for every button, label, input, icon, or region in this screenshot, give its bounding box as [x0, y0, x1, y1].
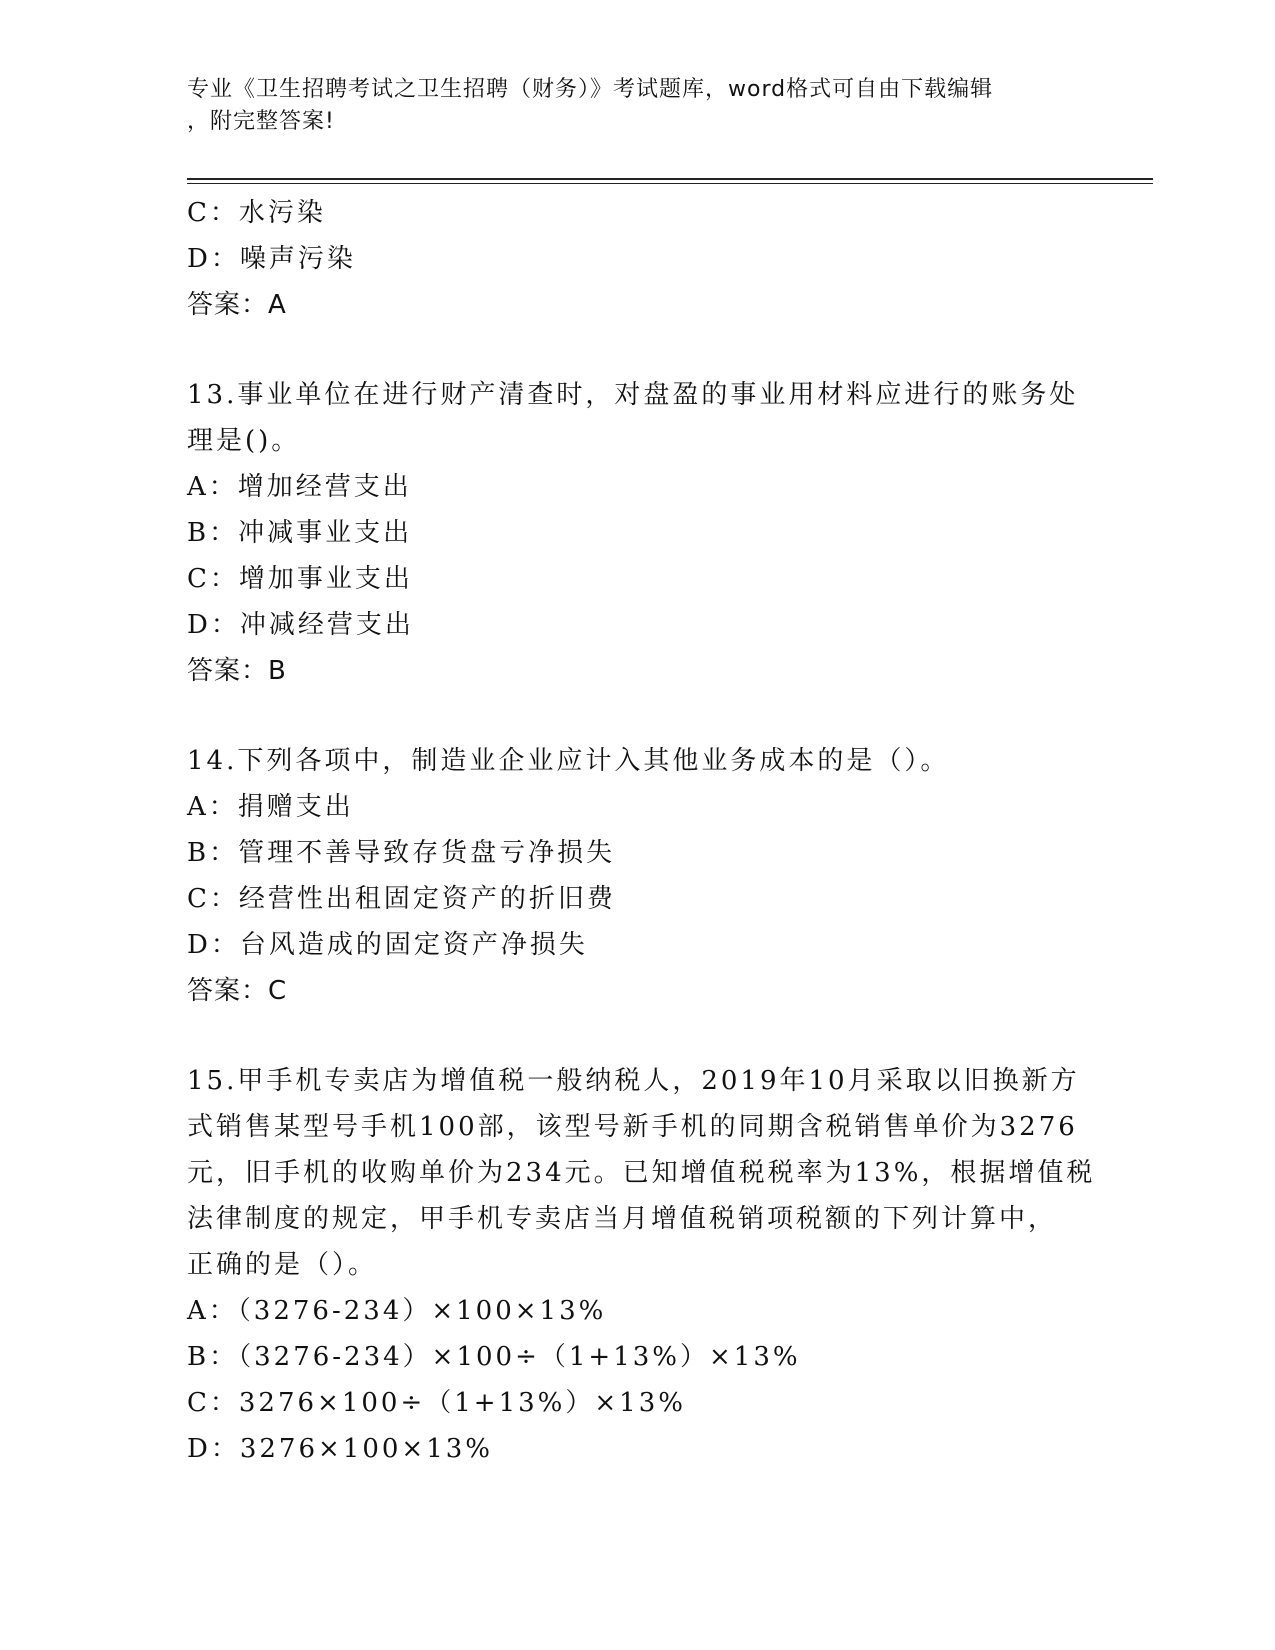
question-stem: 14.下列各项中，制造业企业应计入其他业务成本的是（）。	[187, 746, 950, 776]
option-b: B：冲减事业支出	[187, 518, 413, 548]
option-c: C：水污染	[187, 198, 326, 228]
header-line-2: ，附完整答案!	[187, 109, 335, 134]
document-header	[187, 74, 1067, 138]
header-rule-thick	[187, 178, 1153, 180]
option-b: B：（3276-234）×100÷（1+13%）×13%	[187, 1342, 801, 1372]
option-a: A：捐赠支出	[187, 792, 354, 822]
option-c: C：3276×100÷（1+13%）×13%	[187, 1388, 686, 1418]
answer-line: 答案：A	[187, 290, 287, 320]
question-stem: 式销售某型号手机100部，该型号新手机的同期含税销售单价为3276	[187, 1112, 1078, 1142]
question-14	[187, 738, 1087, 1014]
header-line-1: 专业《卫生招聘考试之卫生招聘（财务）》考试题库，word格式可自由下载编辑	[187, 77, 994, 102]
question-stem: 法律制度的规定，甲手机专卖店当月增值税销项税额的下列计算中，	[187, 1204, 1058, 1234]
question-stem: 13.事业单位在进行财产清查时，对盘盈的事业用材料应进行的账务处	[187, 380, 1079, 410]
question-stem: 理是()。	[187, 426, 301, 456]
option-a: A：增加经营支出	[187, 472, 412, 502]
answer-line: 答案：C	[187, 976, 288, 1006]
option-c: C：增加事业支出	[187, 564, 413, 594]
question-stem: 元，旧手机的收购单价为234元。已知增值税税率为13%，根据增值税	[187, 1158, 1096, 1188]
question-stem: 正确的是（）。	[187, 1250, 378, 1280]
option-d: D：噪声污染	[187, 244, 356, 274]
option-d: D：台风造成的固定资产净损失	[187, 930, 588, 960]
previous-question-tail	[187, 190, 1087, 328]
header-rule-thin	[187, 183, 1153, 184]
option-a: A：（3276-234）×100×13%	[187, 1296, 607, 1326]
question-content	[187, 190, 1096, 1472]
option-c: C：经营性出租固定资产的折旧费	[187, 884, 616, 914]
question-13	[187, 372, 1087, 694]
option-b: B：管理不善导致存货盘亏净损失	[187, 838, 616, 868]
question-15	[187, 1058, 1096, 1472]
answer-line: 答案：B	[187, 656, 287, 686]
option-d: D：3276×100×13%	[187, 1434, 493, 1464]
question-stem: 15.甲手机专卖店为增值税一般纳税人，2019年10月采取以旧换新方	[187, 1066, 1080, 1096]
option-d: D：冲减经营支出	[187, 610, 414, 640]
